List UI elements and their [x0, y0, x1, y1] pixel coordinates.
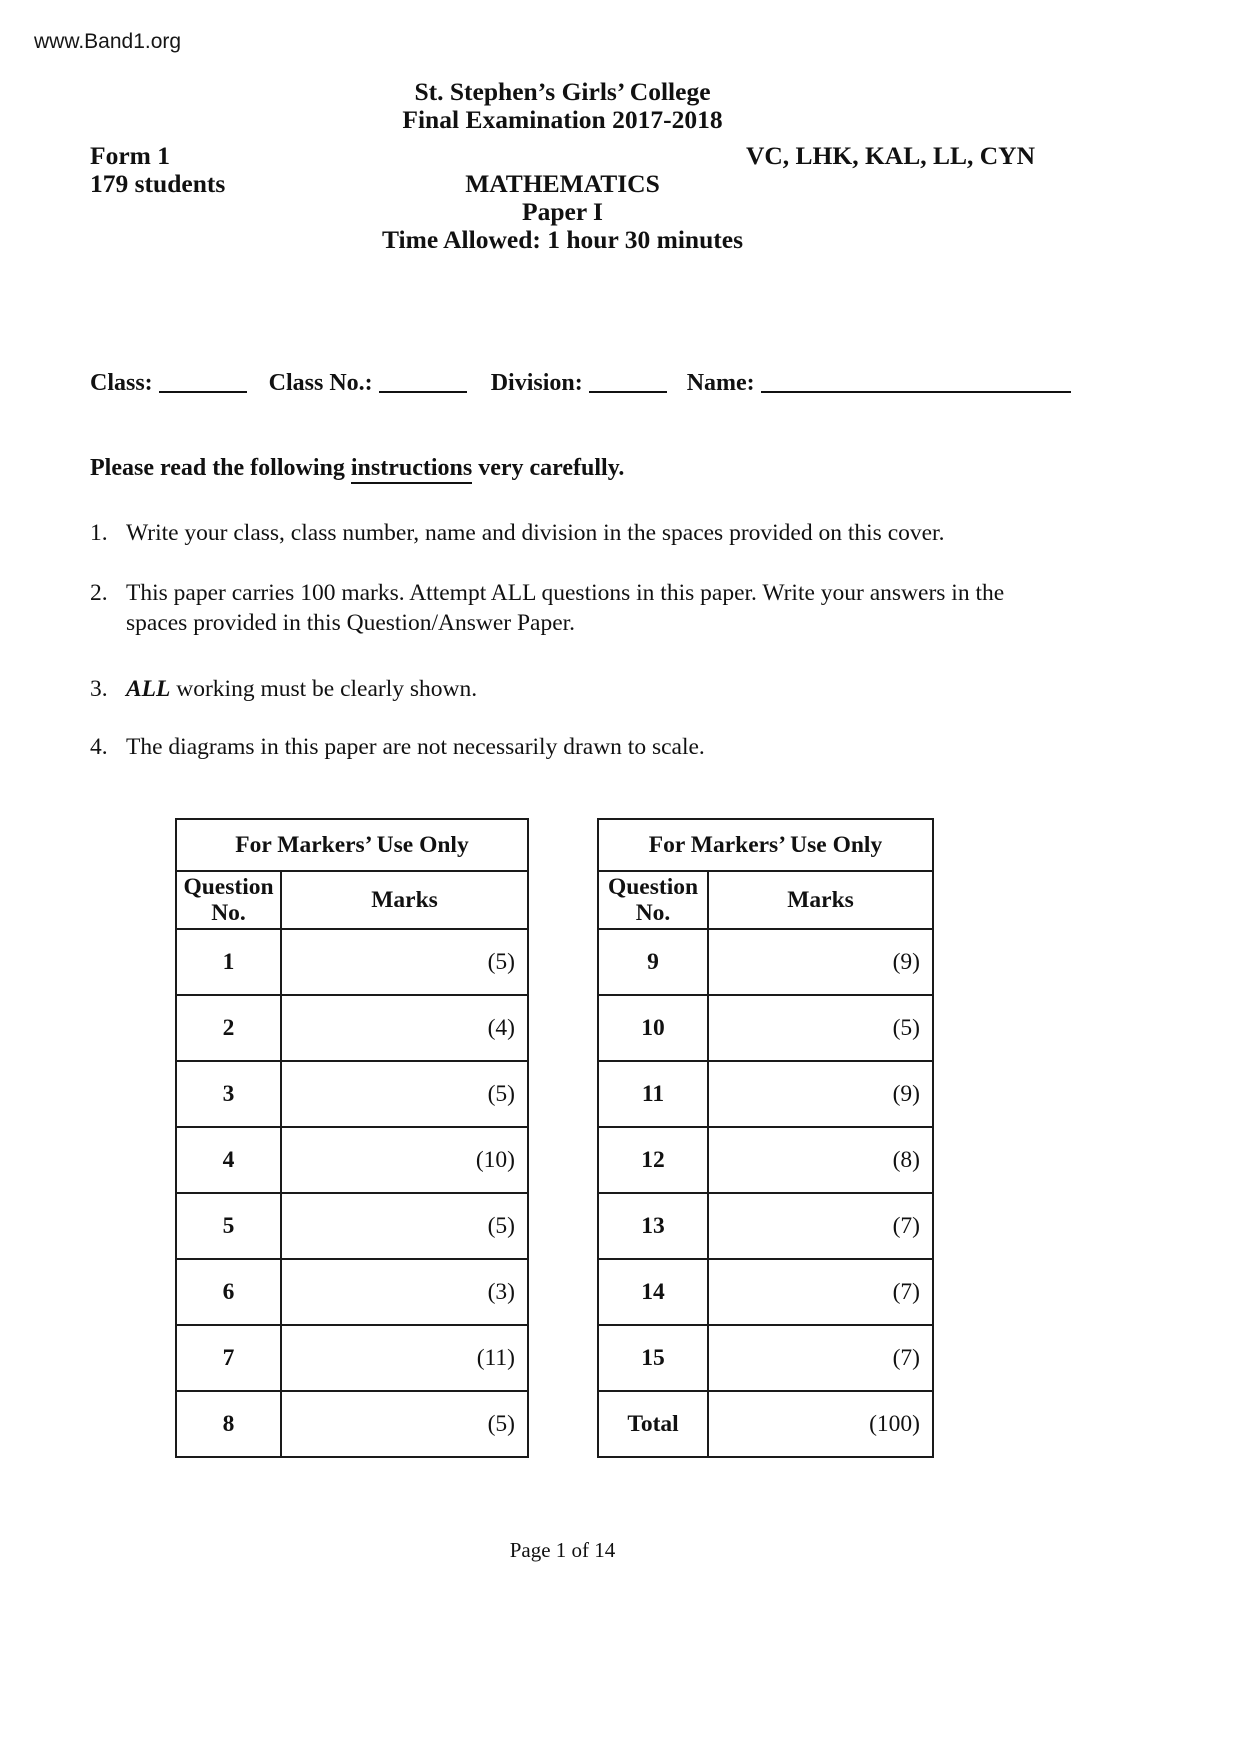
- student-count: 179 students: [90, 169, 226, 198]
- marks-value: (10): [281, 1127, 528, 1193]
- markers-table-title: For Markers’ Use Only: [598, 819, 933, 871]
- marks-value: (7): [708, 1193, 933, 1259]
- table-row: [598, 1325, 933, 1391]
- marks-value: (9): [708, 929, 933, 995]
- table-row: [176, 1193, 528, 1259]
- marks-value: (5): [708, 995, 933, 1061]
- table-row: [598, 1193, 933, 1259]
- marks-header: Marks: [708, 871, 933, 929]
- student-info-line: [90, 370, 1035, 397]
- question-no: 14: [598, 1259, 708, 1325]
- marks-value: (8): [708, 1127, 933, 1193]
- question-no: 5: [176, 1193, 281, 1259]
- marks-value: (7): [708, 1325, 933, 1391]
- subject-title: MATHEMATICS: [465, 169, 660, 198]
- school-name: St. Stephen’s Girls’ College: [414, 77, 711, 106]
- instruction-item-3: [90, 674, 1035, 704]
- instructions-heading-prefix: Please read the following: [90, 455, 351, 481]
- class-blank: [159, 385, 247, 393]
- marks-value: (5): [281, 1193, 528, 1259]
- instruction-number: 4.: [90, 734, 108, 760]
- instructions-heading-suffix: very carefully.: [472, 455, 625, 481]
- instruction-text: The diagrams in this paper are not necessarily drawn to scale.: [126, 734, 705, 760]
- total-marks-value: (100): [708, 1391, 933, 1457]
- total-label: Total: [598, 1391, 708, 1457]
- table-row: [598, 929, 933, 995]
- table-row: [598, 995, 933, 1061]
- instruction-number: 1.: [90, 520, 108, 546]
- class-label: Class:: [90, 370, 153, 396]
- instruction-number: 2.: [90, 580, 108, 606]
- exam-title: Final Examination 2017-2018: [402, 105, 723, 134]
- marks-value: (3): [281, 1259, 528, 1325]
- teacher-initials: VC, LHK, KAL, LL, CYN: [745, 141, 1035, 170]
- question-no: 6: [176, 1259, 281, 1325]
- name-label: Name:: [686, 370, 755, 396]
- table-row: [176, 995, 528, 1061]
- table-row: [176, 1127, 528, 1193]
- instruction-item-2: [90, 578, 1035, 638]
- marks-value: (7): [708, 1259, 933, 1325]
- page-content: [90, 78, 1035, 1563]
- watermark-url: www.Band1.org: [34, 30, 182, 53]
- question-no: 15: [598, 1325, 708, 1391]
- question-no: 8: [176, 1391, 281, 1457]
- marks-value: (5): [281, 929, 528, 995]
- division-blank: [589, 385, 667, 393]
- markers-table-left: [175, 818, 529, 1458]
- markers-table-right: [597, 818, 934, 1458]
- question-no: 10: [598, 995, 708, 1061]
- instruction-number: 3.: [90, 676, 108, 702]
- class-no-label: Class No.:: [268, 370, 373, 396]
- table-row: [598, 1061, 933, 1127]
- header-left-column: [90, 142, 225, 198]
- question-no: 12: [598, 1127, 708, 1193]
- question-no-header: Question No.: [176, 871, 281, 929]
- question-no: 1: [176, 929, 281, 995]
- instruction-text-rest: working must be clearly shown.: [170, 676, 478, 702]
- table-row: [176, 1391, 528, 1457]
- markers-table-title: For Markers’ Use Only: [176, 819, 528, 871]
- instructions-heading: [90, 455, 1035, 482]
- marks-header: Marks: [281, 871, 528, 929]
- time-allowed: Time Allowed: 1 hour 30 minutes: [381, 225, 744, 254]
- instruction-emphasis: ALL: [126, 676, 171, 702]
- question-no: 4: [176, 1127, 281, 1193]
- markers-tables: [175, 818, 1035, 1458]
- form-level: Form 1: [90, 141, 171, 170]
- instruction-text: Write your class, class number, name and division in the spaces provided on this cover.: [126, 520, 945, 546]
- table-row: [176, 929, 528, 995]
- question-no-header: Question No.: [598, 871, 708, 929]
- question-no: 2: [176, 995, 281, 1061]
- question-no: 9: [598, 929, 708, 995]
- question-no: 3: [176, 1061, 281, 1127]
- marks-value: (5): [281, 1061, 528, 1127]
- table-row: [176, 1325, 528, 1391]
- instructions-list: [90, 518, 1035, 762]
- instructions-heading-underlined: instructions: [351, 455, 472, 484]
- table-row: [598, 1127, 933, 1193]
- marks-value: (11): [281, 1325, 528, 1391]
- table-row: [176, 1259, 528, 1325]
- question-no: 13: [598, 1193, 708, 1259]
- question-no: 11: [598, 1061, 708, 1127]
- division-label: Division:: [490, 370, 583, 396]
- marks-value: (4): [281, 995, 528, 1061]
- class-no-blank: [379, 385, 467, 393]
- table-row: [598, 1259, 933, 1325]
- marks-value: (9): [708, 1061, 933, 1127]
- page-number: Page 1 of 14: [509, 1538, 616, 1562]
- question-no: 7: [176, 1325, 281, 1391]
- exam-header: [90, 78, 1035, 258]
- name-blank: [761, 385, 1071, 393]
- table-row: [176, 1061, 528, 1127]
- marks-value: (5): [281, 1391, 528, 1457]
- paper-number: Paper I: [522, 197, 603, 226]
- instruction-text: This paper carries 100 marks. Attempt ALL questions in this paper. Write your answers in the spaces provided in this Question/Answer Paper.: [126, 580, 1005, 636]
- instruction-item-1: [90, 518, 1035, 548]
- instruction-item-4: [90, 732, 1035, 762]
- table-row: [598, 1391, 933, 1457]
- instruction-text: [126, 674, 1035, 704]
